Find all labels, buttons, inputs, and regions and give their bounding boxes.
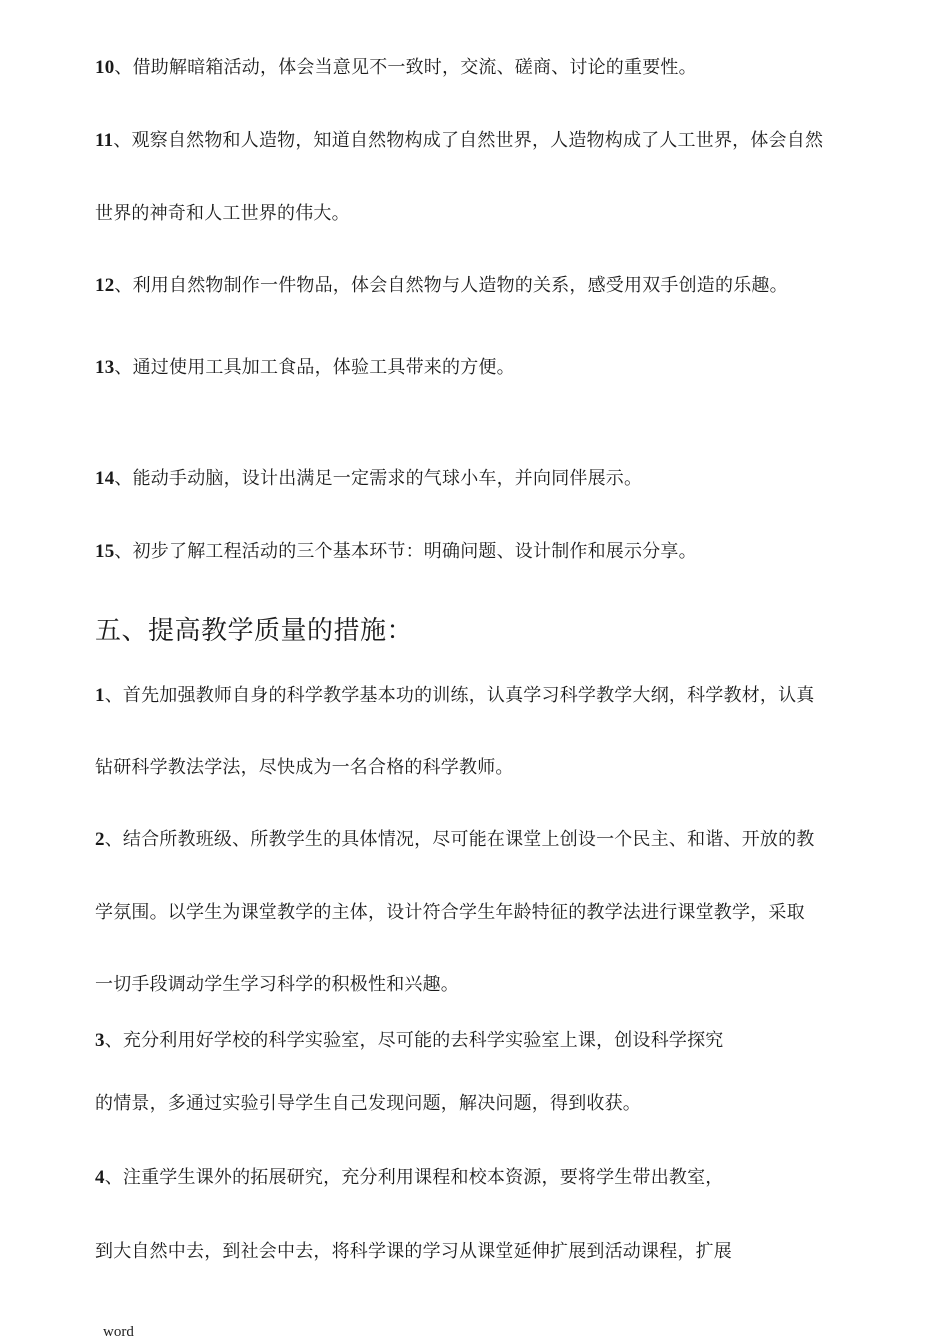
item-text: 、能动手动脑，设计出满足一定需求的气球小车，并向同伴展示。 — [114, 468, 643, 489]
item-text: 一切手段调动学生学习科学的积极性和兴趣。 — [95, 974, 459, 995]
measure-3-line-2 — [95, 1092, 641, 1116]
page-footer: word — [103, 1324, 134, 1340]
measure-2-line-2 — [95, 901, 805, 925]
item-number: 13 — [95, 357, 115, 378]
item-text: 、结合所教班级、所教学生的具体情况，尽可能在课堂上创设一个民主、和谐、开放的教 — [104, 829, 815, 850]
item-number: 1 — [95, 685, 105, 706]
goal-12-line-1 — [95, 274, 788, 298]
item-text: 钻研科学教法学法，尽快成为一名合格的科学教师。 — [95, 757, 514, 778]
measure-4-line-1 — [95, 1166, 724, 1190]
item-text: 、观察自然物和人造物，知道自然物构成了自然世界，人造物构成了人工世界，体会自然 — [113, 130, 824, 151]
goal-11-line-2 — [95, 202, 350, 226]
item-number: 15 — [95, 541, 115, 562]
item-text: 学氛围。以学生为课堂教学的主体，设计符合学生年龄特征的教学法进行课堂教学，采取 — [95, 902, 805, 923]
goal-14-line-1 — [95, 467, 642, 491]
section-heading: 五、提高教学质量的措施： — [95, 616, 414, 646]
item-number: 12 — [95, 275, 115, 296]
item-number: 14 — [95, 468, 115, 489]
goal-11-line-1 — [95, 129, 823, 153]
item-text: 、首先加强教师自身的科学教学基本功的训练，认真学习科学教学大纲，科学教材，认真 — [104, 685, 815, 706]
item-text: 、充分利用好学校的科学实验室，尽可能的去科学实验室上课，创设科学探究 — [104, 1030, 724, 1051]
item-text: 、通过使用工具加工食品，体验工具带来的方便。 — [114, 357, 515, 378]
item-number: 2 — [95, 829, 105, 850]
item-text: 、初步了解工程活动的三个基本环节：明确问题、设计制作和展示分享。 — [114, 541, 697, 562]
measure-1-line-2 — [95, 756, 514, 780]
item-text: 、注重学生课外的拓展研究，充分利用课程和校本资源，要将学生带出教室， — [104, 1167, 724, 1188]
measure-3-line-1 — [95, 1029, 724, 1053]
measure-1-line-1 — [95, 684, 815, 708]
goal-13-line-1 — [95, 356, 515, 380]
measure-2-line-3 — [95, 973, 459, 997]
item-text: 、借助解暗箱活动，体会当意见不一致时，交流、磋商、讨论的重要性。 — [114, 57, 697, 78]
item-number: 10 — [95, 57, 115, 78]
goal-15-line-1 — [95, 540, 697, 564]
item-number: 3 — [95, 1030, 105, 1051]
item-text: 、利用自然物制作一件物品，体会自然物与人造物的关系，感受用双手创造的乐趣。 — [114, 275, 788, 296]
item-text: 到大自然中去，到社会中去，将科学课的学习从课堂延伸扩展到活动课程，扩展 — [95, 1241, 732, 1262]
measure-2-line-1 — [95, 828, 815, 852]
measure-4-line-2 — [95, 1240, 732, 1264]
item-number: 4 — [95, 1167, 105, 1188]
item-text: 世界的神奇和人工世界的伟大。 — [95, 203, 350, 224]
item-number: 11 — [95, 130, 114, 151]
item-text: 的情景，多通过实验引导学生自己发现问题，解决问题，得到收获。 — [95, 1093, 641, 1114]
goal-10-line-1 — [95, 56, 697, 80]
